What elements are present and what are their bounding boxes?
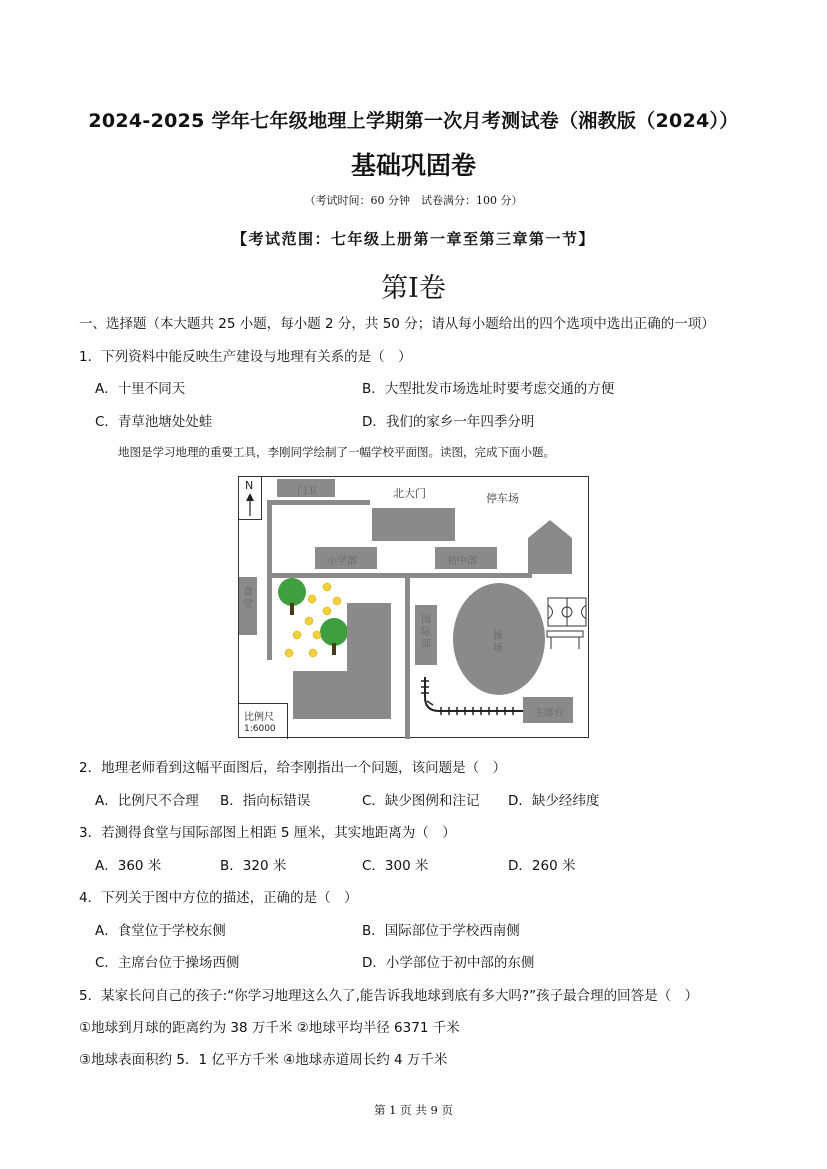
q3-option-d: D．260 米 <box>508 858 576 874</box>
q5-line1: ①地球到月球的距离约为 38 万千米 ②地球平均半径 6371 千米 <box>79 1020 460 1036</box>
primary-school-label: 小学部 <box>327 556 357 567</box>
q2-option-d: D．缺少经纬度 <box>508 793 600 809</box>
exam-info: （考试时间：60 分钟 试卷满分：100 分） <box>304 194 523 207</box>
q4-stem: 4．下列关于图中方位的描述，正确的是（ ） <box>79 890 358 906</box>
road-center-vertical <box>405 577 410 739</box>
q1-option-b: B．大型批发市场选址时要考虑交通的方便 <box>362 381 615 397</box>
q2-option-a: A．比例尺不合理 <box>95 793 199 809</box>
q3-option-a: A．360 米 <box>95 858 162 874</box>
podium-building <box>523 697 573 723</box>
q4-option-b: B．国际部位于学校西南侧 <box>362 923 520 939</box>
dormitory-building <box>293 671 391 719</box>
q3-stem: 3．若测得食堂与国际部图上相距 5 厘米，其实地距离为（ ） <box>79 825 456 841</box>
exam-title: 2024-2025 学年七年级地理上学期第一次月考测试卷（湘教版（2024）） <box>88 110 739 132</box>
international-label: 国际部 <box>421 615 431 650</box>
q4-option-c: C．主席台位于操场西侧 <box>95 955 240 971</box>
house-building <box>528 520 572 574</box>
map-intro: 地图是学习地理的重要工具，李刚同学绘制了一幅学校平面图。读图，完成下面小题。 <box>118 445 555 459</box>
bench-icon <box>545 629 585 651</box>
scale-value: 1:6000 <box>244 724 276 734</box>
q2-option-c: C．缺少图例和注记 <box>362 793 480 809</box>
main-hall <box>372 508 455 541</box>
gate-building-label: 门卫 <box>297 486 317 497</box>
primary-school-building <box>315 547 377 569</box>
canteen-building <box>239 577 257 635</box>
road-left-segment <box>267 527 272 597</box>
canteen-label: 食堂 <box>243 587 253 610</box>
q2-option-b: B．指向标错误 <box>220 793 311 809</box>
north-arrow-icon <box>244 493 256 517</box>
q5-stem: 5．某家长问自己的孩子:“你学习地理这么久了,能告诉我地球到底有多大吗?”孩子最合理的回答是（ ） <box>79 988 699 1004</box>
international-building <box>415 605 437 665</box>
q5-line2: ③地球表面积约 5．1 亿平方千米 ④地球赤道周长约 4 万千米 <box>79 1052 448 1068</box>
exam-subtitle: 基础巩固卷 <box>350 151 476 180</box>
podium-label: 主席台 <box>534 708 564 719</box>
sports-field-label: 操场 <box>493 631 503 654</box>
gate-building <box>277 479 335 497</box>
basketball-court-icon <box>547 597 587 627</box>
school-map <box>238 476 589 738</box>
junior-school-building <box>435 547 497 569</box>
north-label: N <box>245 479 254 492</box>
q4-option-d: D．小学部位于初中部的东侧 <box>362 955 535 971</box>
q1-option-a: A．十里不同天 <box>95 381 186 397</box>
parking-label: 停车场 <box>486 492 519 505</box>
page-footer: 第 1 页 共 9 页 <box>374 1103 453 1117</box>
q1-stem: 1．下列资料中能反映生产建设与地理有关系的是（ ） <box>79 349 412 365</box>
q3-option-c: C．300 米 <box>362 858 429 874</box>
road-top-left <box>267 500 370 505</box>
volume-heading: 第Ⅰ卷 <box>381 273 446 304</box>
junior-school-label: 初中部 <box>447 556 477 567</box>
exam-scope: 【考试范围：七年级上册第一章至第三章第一节】 <box>231 230 595 248</box>
section-heading: 一、选择题（本大题共 25 小题，每小题 2 分，共 50 分；请从每小题给出的四个选项中选出正确的一项） <box>79 316 715 332</box>
scale-box <box>239 703 288 739</box>
q1-option-d: D．我们的家乡一年四季分明 <box>362 414 535 430</box>
q3-option-b: B．320 米 <box>220 858 287 874</box>
track-path <box>419 673 529 723</box>
scale-label: 比例尺 <box>244 712 274 723</box>
q4-option-a: A．食堂位于学校东侧 <box>95 923 226 939</box>
q2-stem: 2．地理老师看到这幅平面图后，给李刚指出一个问题，该问题是（ ） <box>79 760 507 776</box>
north-arrow-box <box>239 477 262 520</box>
north-gate-label: 北大门 <box>393 487 426 500</box>
q1-option-c: C．青草池塘处处蛙 <box>95 414 213 430</box>
